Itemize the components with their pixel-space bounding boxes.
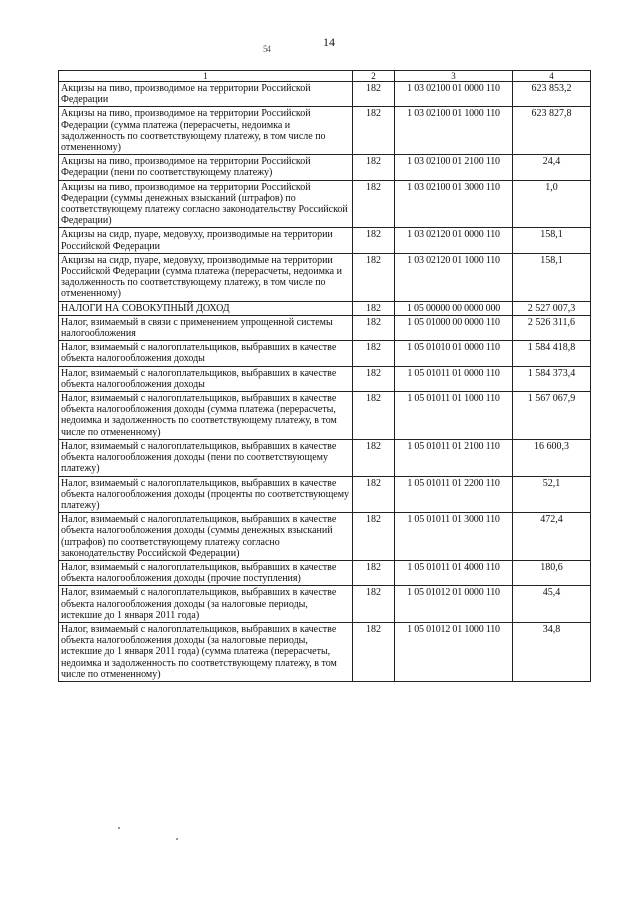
row-amount-cell: 623 853,2 <box>513 82 591 107</box>
row-amount-cell: 1 584 418,8 <box>513 341 591 366</box>
row-admin-code-cell: 182 <box>353 586 395 623</box>
row-budget-code-cell: 1 05 01011 01 2200 110 <box>395 476 513 513</box>
row-amount-cell: 1,0 <box>513 180 591 228</box>
row-name-cell: Налог, взимаемый с налогоплательщиков, выбравших в качестве объекта налогообложения доходы (прочие поступления) <box>59 560 353 585</box>
row-amount-cell: 158,1 <box>513 253 591 301</box>
row-budget-code-cell: 1 05 01011 01 2100 110 <box>395 439 513 476</box>
row-amount-cell: 1 567 067,9 <box>513 392 591 440</box>
row-admin-code-cell: 182 <box>353 253 395 301</box>
header-row <box>59 71 591 82</box>
row-admin-code-cell: 182 <box>353 513 395 561</box>
row-admin-code-cell: 182 <box>353 560 395 585</box>
row-budget-code-cell: 1 05 01011 01 0000 110 <box>395 366 513 391</box>
row-admin-code-cell: 182 <box>353 180 395 228</box>
row-amount-cell: 45,4 <box>513 586 591 623</box>
row-amount-cell: 623 827,8 <box>513 107 591 155</box>
row-budget-code-cell: 1 05 01011 01 1000 110 <box>395 392 513 440</box>
row-name-cell: Акцизы на пиво, производимое на территории Российской Федерации <box>59 82 353 107</box>
table-row <box>59 560 591 585</box>
table-row <box>59 513 591 561</box>
row-amount-cell: 2 527 007,3 <box>513 301 591 315</box>
row-admin-code-cell: 182 <box>353 82 395 107</box>
row-amount-cell: 472,4 <box>513 513 591 561</box>
row-name-cell: Налог, взимаемый с налогоплательщиков, выбравших в качестве объекта налогообложения доходы <box>59 341 353 366</box>
header-col-4: 4 <box>513 71 591 82</box>
revenue-table <box>58 70 591 682</box>
row-budget-code-cell: 1 05 01000 00 0000 110 <box>395 315 513 340</box>
row-budget-code-cell: 1 05 00000 00 0000 000 <box>395 301 513 315</box>
table-row <box>59 392 591 440</box>
row-name-cell: Налог, взимаемый в связи с применением упрощенной системы налогообложения <box>59 315 353 340</box>
row-admin-code-cell: 182 <box>353 392 395 440</box>
row-amount-cell: 158,1 <box>513 228 591 253</box>
table-row <box>59 253 591 301</box>
scan-speck <box>118 827 120 829</box>
table-row <box>59 107 591 155</box>
row-budget-code-cell: 1 03 02100 01 1000 110 <box>395 107 513 155</box>
row-name-cell: Акцизы на сидр, пуаре, медовуху, производимые на территории Российской Федерации (сумма платежа (перерасчеты, недоимка и задолженность по соответствующему платежу, в том числе по отмененному) <box>59 253 353 301</box>
row-amount-cell: 24,4 <box>513 155 591 180</box>
row-name-cell: Налог, взимаемый с налогоплательщиков, выбравших в качестве объекта налогообложения доходы (суммы денежных взысканий (штрафов) по соответствующему платежу согласно законодательству Российской Федерации) <box>59 513 353 561</box>
row-budget-code-cell: 1 05 01011 01 3000 110 <box>395 513 513 561</box>
table-row <box>59 622 591 681</box>
table-row <box>59 82 591 107</box>
row-budget-code-cell: 1 05 01011 01 4000 110 <box>395 560 513 585</box>
row-admin-code-cell: 182 <box>353 228 395 253</box>
scan-speck <box>176 838 178 840</box>
row-budget-code-cell: 1 03 02100 01 3000 110 <box>395 180 513 228</box>
table-row <box>59 315 591 340</box>
row-admin-code-cell: 182 <box>353 301 395 315</box>
row-name-cell: Акцизы на пиво, производимое на территории Российской Федерации (сумма платежа (перерасчеты, недоимка и задолженность по соответствующему платежу, в том числе по отмененному) <box>59 107 353 155</box>
row-amount-cell: 52,1 <box>513 476 591 513</box>
row-name-cell: Налог, взимаемый с налогоплательщиков, выбравших в качестве объекта налогообложения доходы (проценты по соответствующему платежу) <box>59 476 353 513</box>
row-budget-code-cell: 1 03 02120 01 0000 110 <box>395 228 513 253</box>
table-row <box>59 228 591 253</box>
row-name-cell: Акцизы на пиво, производимое на территории Российской Федерации (пени по соответствующему платежу) <box>59 155 353 180</box>
row-budget-code-cell: 1 03 02100 01 0000 110 <box>395 82 513 107</box>
row-admin-code-cell: 182 <box>353 366 395 391</box>
row-budget-code-cell: 1 03 02100 01 2100 110 <box>395 155 513 180</box>
row-budget-code-cell: 1 05 01010 01 0000 110 <box>395 341 513 366</box>
table-row <box>59 439 591 476</box>
table-row <box>59 586 591 623</box>
row-amount-cell: 180,6 <box>513 560 591 585</box>
row-name-cell: Налог, взимаемый с налогоплательщиков, выбравших в качестве объекта налогообложения доходы (за налоговые периоды, истекшие до 1 января 2011 года) (сумма платежа (перерасчеты, недоимка и задолженность по соответствующему платежу, в том числе по отмененному) <box>59 622 353 681</box>
header-col-2: 2 <box>353 71 395 82</box>
row-admin-code-cell: 182 <box>353 622 395 681</box>
row-name-cell: Налог, взимаемый с налогоплательщиков, выбравших в качестве объекта налогообложения доходы <box>59 366 353 391</box>
header-col-1: 1 <box>59 71 353 82</box>
table-row <box>59 366 591 391</box>
row-name-cell: Налог, взимаемый с налогоплательщиков, выбравших в качестве объекта налогообложения доходы (пени по соответствующему платежу) <box>59 439 353 476</box>
row-name-cell: Налог, взимаемый с налогоплательщиков, выбравших в качестве объекта налогообложения доходы (сумма платежа (перерасчеты, недоимка и задолженность по соответствующему платежу, в том числе по отмененному) <box>59 392 353 440</box>
table-row <box>59 476 591 513</box>
table-row <box>59 180 591 228</box>
row-name-cell: НАЛОГИ НА СОВОКУПНЫЙ ДОХОД <box>59 301 353 315</box>
row-admin-code-cell: 182 <box>353 439 395 476</box>
row-amount-cell: 1 584 373,4 <box>513 366 591 391</box>
table-row <box>59 301 591 315</box>
scan-mark: 54 <box>263 44 270 54</box>
row-name-cell: Налог, взимаемый с налогоплательщиков, выбравших в качестве объекта налогообложения доходы (за налоговые периоды, истекшие до 1 января 2011 года) <box>59 586 353 623</box>
row-amount-cell: 16 600,3 <box>513 439 591 476</box>
table-row <box>59 341 591 366</box>
row-budget-code-cell: 1 05 01012 01 1000 110 <box>395 622 513 681</box>
page-number: 14 <box>323 35 335 49</box>
row-budget-code-cell: 1 05 01012 01 0000 110 <box>395 586 513 623</box>
table-row <box>59 155 591 180</box>
row-admin-code-cell: 182 <box>353 155 395 180</box>
row-amount-cell: 34,8 <box>513 622 591 681</box>
header-col-3: 3 <box>395 71 513 82</box>
row-admin-code-cell: 182 <box>353 107 395 155</box>
row-name-cell: Акцизы на пиво, производимое на территории Российской Федерации (суммы денежных взысканий (штрафов) по соответствующему платежу согласно законодательству Российской Федерации) <box>59 180 353 228</box>
row-admin-code-cell: 182 <box>353 476 395 513</box>
row-admin-code-cell: 182 <box>353 315 395 340</box>
row-admin-code-cell: 182 <box>353 341 395 366</box>
row-name-cell: Акцизы на сидр, пуаре, медовуху, производимые на территории Российской Федерации <box>59 228 353 253</box>
row-budget-code-cell: 1 03 02120 01 1000 110 <box>395 253 513 301</box>
row-amount-cell: 2 526 311,6 <box>513 315 591 340</box>
